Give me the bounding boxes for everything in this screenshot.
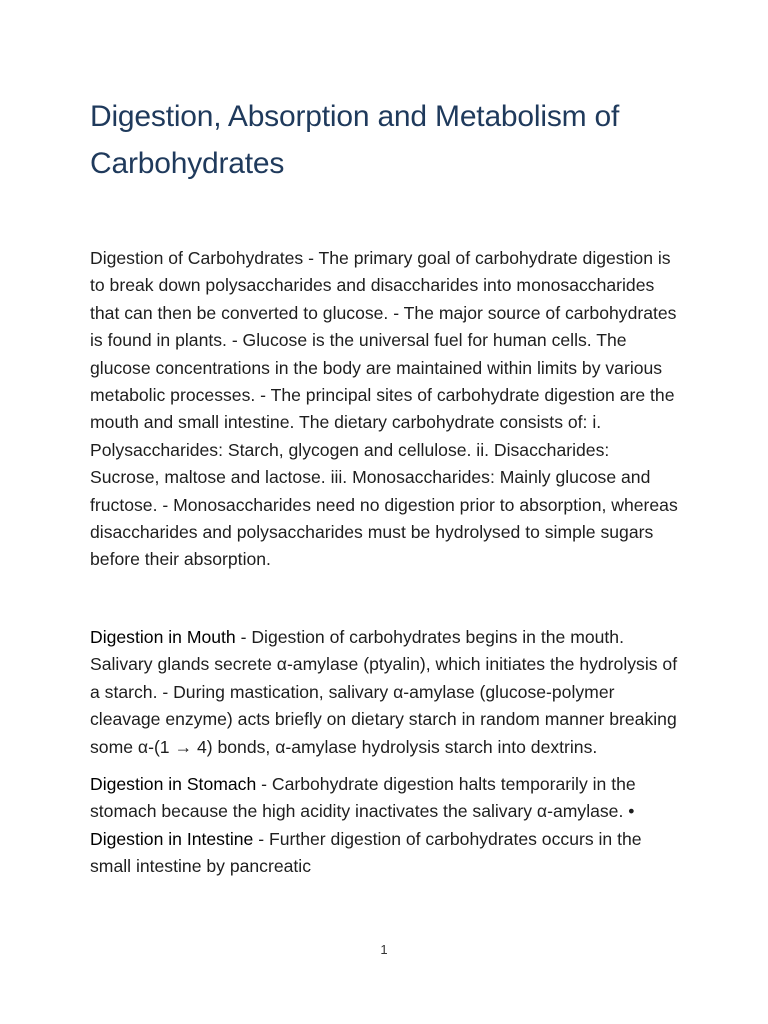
heading-digestion-in-stomach: Digestion in Stomach	[90, 773, 257, 794]
text-digestion-in-stomach: - Carbohydrate digestion halts temporarily in the stomach because the high acidity inactivates the salivary α-amylase. •	[90, 773, 636, 822]
paragraph-digestion-in-mouth	[90, 624, 678, 761]
document-title: Digestion, Absorption and Metabolism of Carbohydrates	[90, 100, 620, 180]
text-digestion-in-intestine: - Further digestion of carbohydrates occurs in the small intestine by pancreatic	[90, 828, 642, 877]
text-digestion-in-mouth: - Digestion of carbohydrates begins in the mouth. Salivary glands secrete α-amylase (ptyalin), which initiates the hydrolysis of a starch. - During mastication, salivary α-amylase (glucose-polymer cleavage enzyme) acts briefly on dietary starch in random manner breaking some α-(1 → 4) bonds, α-amylase hydrolysis starch into dextrins.	[90, 626, 678, 757]
paragraph-digestion-in-stomach	[90, 771, 678, 881]
page-number: 1	[380, 942, 388, 957]
paragraph-digestion-of-carbohydrates: Digestion of Carbohydrates - The primary goal of carbohydrate digestion is to break down polysaccharides and disaccharides into monosaccharides that can then be converted to glucose. - The major source of carbohydrates is found in plants. - Glucose is the universal fuel for human cells. The glucose concentrations in the body are maintained within limits by various metabolic processes. - The principal sites of carbohydrate digestion are the mouth and small intestine. The dietary carbohydrate consists of: i. Polysaccharides: Starch, glycogen and cellulose. ii. Disaccharides: Sucrose, maltose and lactose. iii. Monosaccharides: Mainly glucose and fructose. - Monosaccharides need no digestion prior to absorption, whereas disaccharides and polysaccharides must be hydrolysed to simple sugars before their absorption.	[90, 248, 678, 570]
heading-digestion-in-intestine: Digestion in Intestine	[90, 828, 254, 849]
heading-digestion-in-mouth: Digestion in Mouth	[90, 626, 236, 647]
